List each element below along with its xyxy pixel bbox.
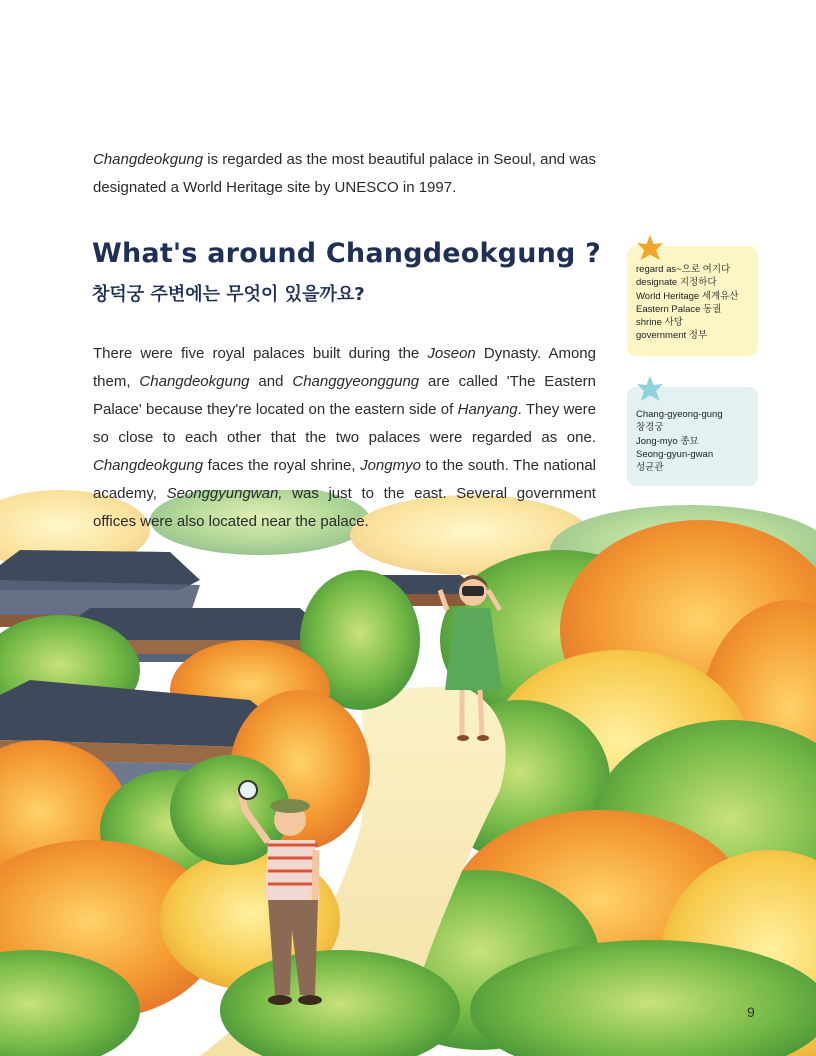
vocabulary-note xyxy=(627,246,758,356)
place-names-note xyxy=(627,387,758,486)
intro-paragraph xyxy=(93,146,596,202)
place-name-line: 성균관 xyxy=(636,462,664,474)
place-name-line: Chang-gyeong-gung xyxy=(636,409,723,420)
intro-text: is regarded as the most beautiful palace in Seoul, and was designated a World Heritage site by UNESCO in 1997. xyxy=(93,151,596,196)
body-term: Changdeokgung xyxy=(93,457,204,474)
body-text-run: . They were so close to each other that the two palaces were regarded as one. xyxy=(93,401,596,446)
body-text-run: and xyxy=(249,373,293,390)
body-term: Changdeokgung xyxy=(139,373,250,390)
star-icon xyxy=(635,234,665,264)
place-name-line: Jong-myo 종묘 xyxy=(636,435,699,447)
palace-illustration xyxy=(0,490,816,1056)
body-term: Joseon xyxy=(427,345,476,362)
vocab-line: government 정부 xyxy=(636,330,708,342)
place-name-line: 창경궁 xyxy=(636,422,664,434)
body-text-run: Dynasty. Among them, xyxy=(93,345,596,390)
page-number: 9 xyxy=(747,1004,755,1020)
vocab-line: Eastern Palace 동궐 xyxy=(636,303,722,315)
body-paragraph xyxy=(93,340,596,536)
section-subheading-ko: 창덕궁 주변에는 무엇이 있을까요? xyxy=(92,284,365,305)
star-icon xyxy=(635,375,665,405)
place-name-line: Seong-gyun-gwan xyxy=(636,448,714,460)
vocab-line: shrine 사당 xyxy=(636,317,683,329)
body-text-run: There were five royal palaces built during the xyxy=(93,345,428,362)
body-text-run: faces the royal shrine, xyxy=(203,457,361,474)
body-text-run: was just to the east. Several government offices were also located near the palace. xyxy=(93,485,596,530)
vocab-line: World Heritage 세계유산 xyxy=(636,290,739,302)
intro-term: Changdeokgung xyxy=(93,151,204,168)
vocab-line: regard as~으로 여기다 xyxy=(636,264,731,275)
body-term: Changgyeonggung xyxy=(292,373,420,390)
body-term: Seonggyungwan, xyxy=(166,485,283,502)
body-term: Jongmyo xyxy=(360,457,421,474)
vocab-line: designate 지정하다 xyxy=(636,277,717,289)
body-term: Hanyang xyxy=(457,401,518,418)
section-heading: What's around Changdeokgung ? xyxy=(92,238,602,269)
body-text-run: are called 'The Eastern Palace' because they're located on the eastern side of xyxy=(93,373,597,418)
body-text-run: to the south. The national academy, xyxy=(93,457,596,502)
